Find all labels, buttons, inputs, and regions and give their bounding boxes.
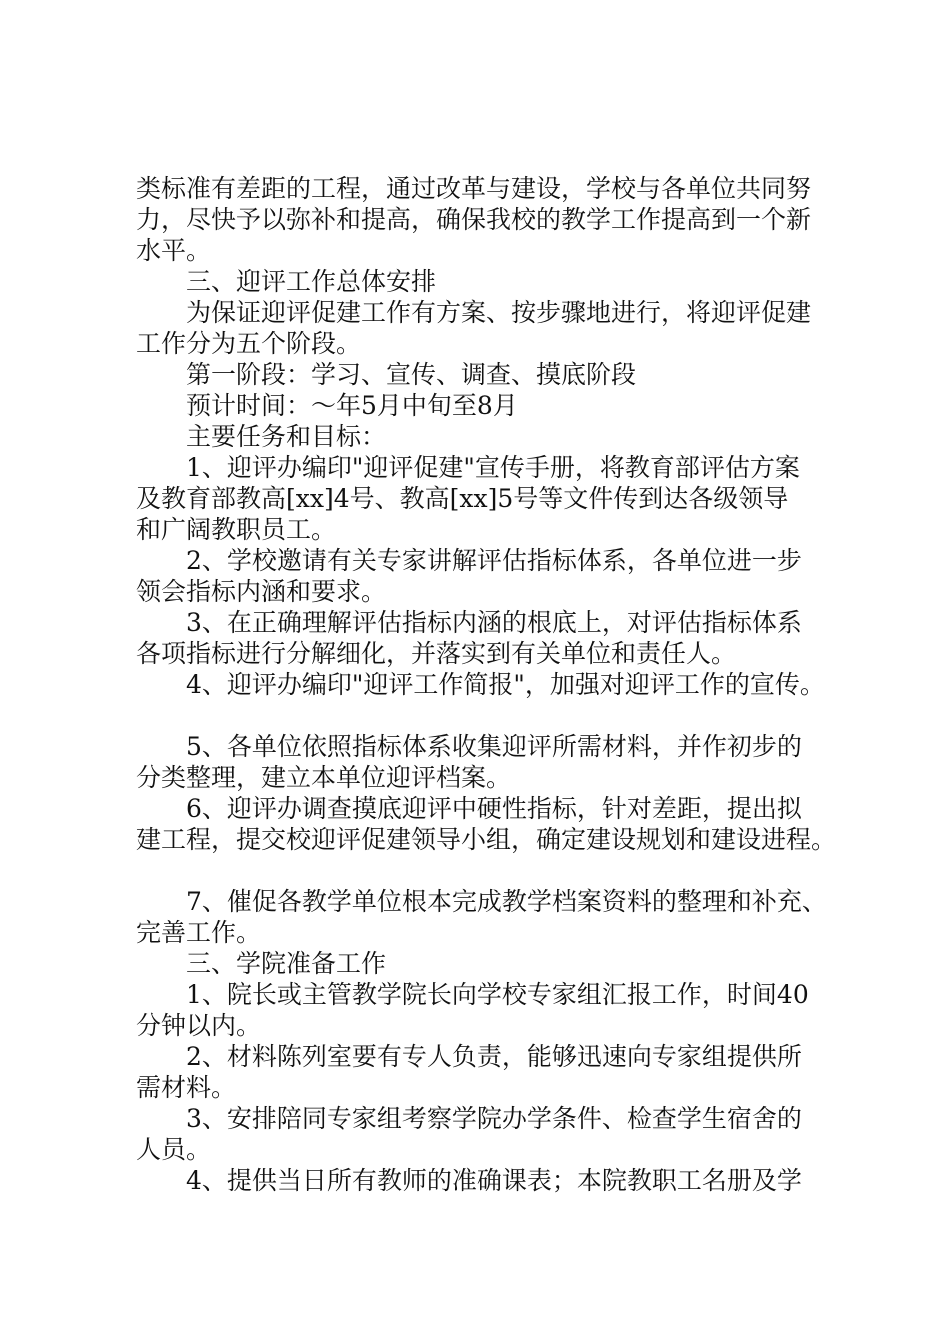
list-item: 1、迎评办编印"迎评促建"宣传手册，将教育部评估方案 [186, 453, 800, 482]
section-heading: 三、迎评工作总体安排 [186, 267, 437, 296]
text-line: 工作分为五个阶段。 [136, 329, 362, 358]
text-line: 完善工作。 [136, 918, 262, 947]
text-line: 人员。 [136, 1135, 212, 1164]
list-item: 2、学校邀请有关专家讲解评估指标体系，各单位进一步 [186, 546, 802, 575]
text-line: 和广阔教职员工。 [136, 515, 337, 544]
list-item: 7、催促各教学单位根本完成教学档案资料的整理和补充、 [186, 887, 827, 916]
text-line: 领会指标内涵和要求。 [136, 577, 387, 606]
list-item: 6、迎评办调查摸底迎评中硬性指标，针对差距，提出拟 [186, 794, 802, 823]
list-item: 5、各单位依照指标体系收集迎评所需材料，并作初步的 [186, 732, 802, 761]
text-line: 主要任务和目标： [186, 422, 387, 451]
stage-heading: 第一阶段：学习、宣传、调查、摸底阶段 [186, 360, 637, 389]
text-line: 分钟以内。 [136, 1011, 262, 1040]
blank-line [136, 855, 836, 886]
list-item: 4、提供当日所有教师的准确课表；本院教职工名册及学 [186, 1166, 802, 1195]
text-line: 为保证迎评促建工作有方案、按步骤地进行，将迎评促建 [186, 298, 812, 327]
text-line: 类标准有差距的工程，通过改革与建设，学校与各单位共同努 [136, 174, 812, 203]
document-body [136, 173, 836, 1196]
list-item: 3、在正确理解评估指标内涵的根底上，对评估指标体系 [186, 608, 802, 637]
text-line: 分类整理，建立本单位迎评档案。 [136, 763, 512, 792]
list-item: 2、材料陈列室要有专人负责，能够迅速向专家组提供所 [186, 1042, 802, 1071]
text-line: 力，尽快予以弥补和提高，确保我校的教学工作提高到一个新 [136, 205, 812, 234]
list-item: 4、迎评办编印"迎评工作简报"，加强对迎评工作的宣传。 [186, 670, 825, 699]
text-line: 预计时间：～年5月中旬至8月 [186, 391, 518, 420]
text-line: 各项指标进行分解细化，并落实到有关单位和责任人。 [136, 639, 737, 668]
text-line: 需材料。 [136, 1073, 237, 1102]
blank-line [136, 700, 836, 731]
text-line: 及教育部教高[xx]4号、教高[xx]5号等文件传到达各级领导 [136, 484, 789, 513]
text-line: 建工程，提交校迎评促建领导小组，确定建设规划和建设进程。 [136, 825, 837, 854]
list-item: 3、安排陪同专家组考察学院办学条件、检查学生宿舍的 [186, 1104, 802, 1133]
section-heading: 三、学院准备工作 [186, 949, 387, 978]
list-item: 1、院长或主管教学院长向学校专家组汇报工作，时间40 [186, 980, 809, 1009]
text-line: 水平。 [136, 236, 212, 265]
